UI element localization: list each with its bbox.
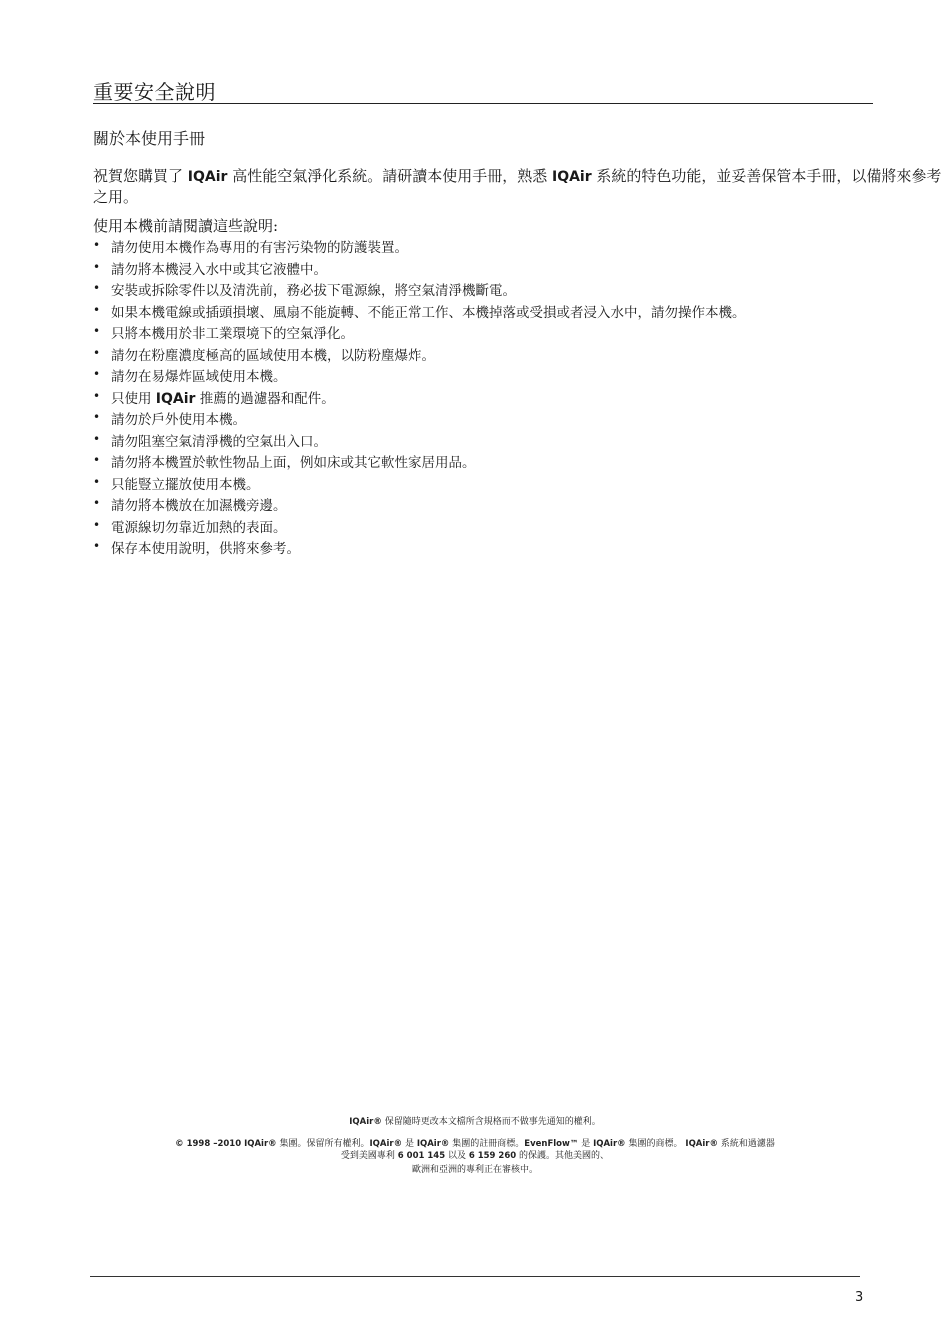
- bullet-icon: •: [93, 539, 101, 553]
- intro-brand-1: IQAir: [187, 169, 228, 185]
- page-title: 重要安全說明: [93, 80, 216, 104]
- legal-footer: [0, 1116, 950, 1176]
- list-item: • 保存本使用說明，供將來參考。: [93, 539, 913, 561]
- bullet-icon: •: [93, 431, 101, 446]
- title-underline: [93, 103, 873, 104]
- footer-copyright: © 1998 –2010 IQAir® 集團。保留所有權利。IQAir® 是 IQAir® 集團的註冊商標。EvenFlow™ 是 IQAir® 集團的商標。 IQAir® 系統和過濾器: [175, 1139, 775, 1149]
- bullet-icon: •: [93, 367, 101, 381]
- bullet-icon: •: [93, 496, 101, 510]
- footer-patents: 受到美國專利 6 001 145 以及 6 159 260 的保護。其他美國的、: [340, 1151, 610, 1161]
- safety-instructions-list: [93, 238, 913, 561]
- bullet-icon: •: [93, 410, 101, 424]
- bullet-icon: •: [93, 517, 101, 532]
- footer-pending-patents: 歐洲和亞洲的專利正在審核中。: [411, 1165, 538, 1175]
- bullet-icon: •: [93, 474, 101, 489]
- section-heading: 關於本使用手冊: [93, 129, 206, 148]
- footer-disclaimer: IQAir® 保留隨時更改本文檔所含規格而不做事先通知的權利。: [349, 1117, 601, 1127]
- bullet-icon: •: [93, 324, 101, 338]
- list-item: • 請勿將本機置於軟性物品上面，例如床或其它軟性家居用品。: [93, 453, 913, 475]
- intro-text-3: 系統的特色功能，並妥善保管本手冊，以備將來參考之用。: [93, 167, 942, 206]
- list-item: • 安裝或拆除零件以及清洗前，務必拔下電源線，將空氣清淨機斷電。: [93, 281, 913, 303]
- bullet-icon: •: [93, 259, 101, 274]
- bullet-icon: •: [93, 281, 101, 295]
- list-item: • 請勿阻塞空氣清淨機的空氣出入口。: [93, 432, 913, 454]
- list-item: • 請勿在粉塵濃度極高的區域使用本機，以防粉塵爆炸。: [93, 346, 913, 368]
- bullet-icon: •: [93, 388, 101, 403]
- list-item: • 請勿使用本機作為專用的有害污染物的防護裝置。: [93, 238, 913, 260]
- list-item: • 只使用 IQAir 推薦的過濾器和配件。: [93, 389, 913, 411]
- list-item: • 請勿在易爆炸區域使用本機。: [93, 367, 913, 389]
- bullet-brand: IQAir: [155, 390, 196, 407]
- list-item: • 只將本機用於非工業環境下的空氣淨化。: [93, 324, 913, 346]
- page-number: 3: [855, 1290, 864, 1305]
- bullet-icon: •: [93, 345, 101, 360]
- intro-text-1: 祝賀您購買了: [93, 167, 188, 185]
- bullet-icon: •: [93, 238, 101, 252]
- instructions-label: 使用本機前請閱讀這些說明:: [93, 217, 279, 235]
- list-item: • 請勿將本機浸入水中或其它液體中。: [93, 260, 913, 282]
- footer-rule: [90, 1276, 860, 1277]
- bullet-icon: •: [93, 302, 101, 317]
- list-item: • 請勿將本機放在加濕機旁邊。: [93, 496, 913, 518]
- list-item: • 如果本機電線或插頭損壞、風扇不能旋轉、不能正常工作、本機掉落或受損或者浸入水中，請勿操作本機。: [93, 303, 913, 325]
- list-item: • 請勿於戶外使用本機。: [93, 410, 913, 432]
- intro-brand-2: IQAir: [551, 169, 592, 185]
- intro-paragraph: [93, 166, 943, 207]
- list-item: • 只能豎立擺放使用本機。: [93, 475, 913, 497]
- list-item: • 電源線切勿靠近加熱的表面。: [93, 518, 913, 540]
- bullet-icon: •: [93, 453, 101, 467]
- intro-text-2: 高性能空氣淨化系統。請研讀本使用手冊，熟悉: [227, 167, 552, 185]
